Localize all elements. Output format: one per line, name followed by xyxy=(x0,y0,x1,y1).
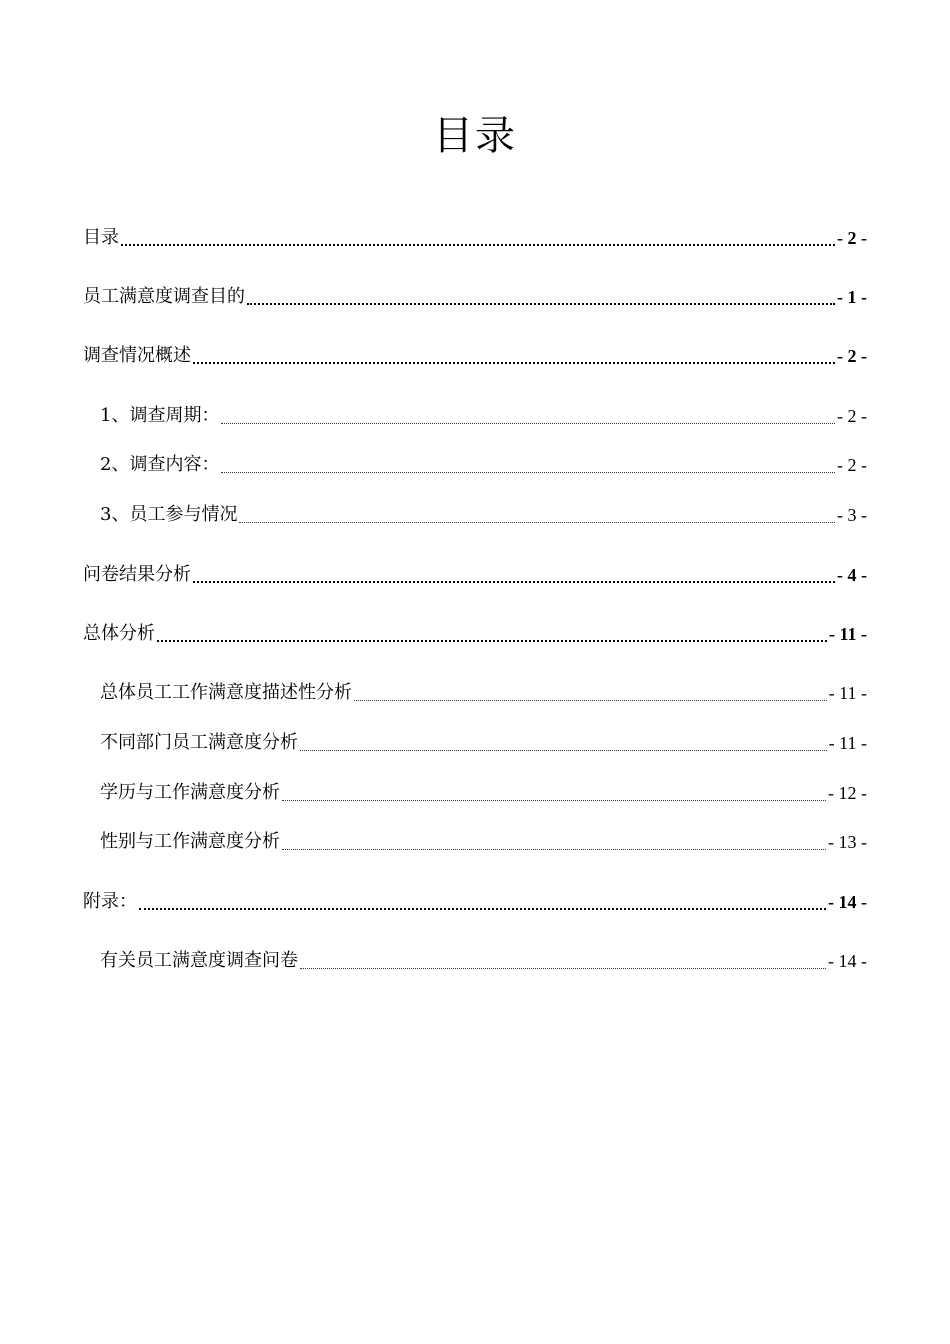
toc-entry-survey-content[interactable] xyxy=(100,449,867,479)
toc-entry-page: - 2 - xyxy=(837,346,867,366)
toc-entry-page: - 3 - xyxy=(837,505,867,525)
toc-entry-page: - 11 - xyxy=(828,683,867,703)
toc-entry-page: - 2 - xyxy=(837,406,867,426)
toc-entry-label: 2、调查内容： xyxy=(100,454,220,475)
dot-leader xyxy=(239,522,835,523)
toc-entry-survey-purpose[interactable] xyxy=(83,281,867,311)
toc-entry-overall-analysis[interactable] xyxy=(83,618,867,648)
toc-entry-page: - 14 - xyxy=(828,892,867,912)
toc-entry-label: 总体员工工作满意度描述性分析 xyxy=(100,682,352,703)
toc-entry-descriptive-analysis[interactable] xyxy=(100,677,867,707)
dot-leader xyxy=(282,800,826,801)
toc-entry-label: 问卷结果分析 xyxy=(83,564,191,585)
dot-leader xyxy=(157,640,827,642)
dot-leader xyxy=(300,750,827,751)
toc-entry-appendix[interactable] xyxy=(83,886,867,916)
toc-entry-label: 有关员工满意度调查问卷 xyxy=(100,950,298,971)
toc-entry-participation[interactable] xyxy=(100,499,867,529)
dot-leader xyxy=(247,303,835,305)
toc-title: 目录 xyxy=(433,113,517,159)
toc-entry-label: 调查情况概述 xyxy=(83,345,191,366)
dot-leader xyxy=(282,849,826,850)
toc-entry-label: 性别与工作满意度分析 xyxy=(100,831,280,852)
toc-entry-label: 附录： xyxy=(83,891,137,912)
toc-entry-page: - 11 - xyxy=(829,624,867,644)
toc-entry-page: - 2 - xyxy=(837,228,867,248)
toc-entry-label: 不同部门员工满意度分析 xyxy=(100,732,298,753)
toc-entry-questionnaire[interactable] xyxy=(100,945,867,975)
dot-leader xyxy=(300,968,826,969)
toc-entry-label: 3、员工参与情况 xyxy=(100,504,238,525)
dot-leader xyxy=(139,908,826,910)
toc-entry-label: 学历与工作满意度分析 xyxy=(100,782,280,803)
toc-entry-page: - 12 - xyxy=(828,783,867,803)
toc-entry-page: - 4 - xyxy=(837,565,867,585)
toc-entry-label: 员工满意度调查目的 xyxy=(83,286,245,307)
toc-entry-toc[interactable] xyxy=(83,222,867,252)
toc-entry-page: - 11 - xyxy=(828,733,867,753)
toc-entry-page: - 1 - xyxy=(837,287,867,307)
toc-entry-education-analysis[interactable] xyxy=(100,777,867,807)
toc-entry-gender-analysis[interactable] xyxy=(100,826,867,856)
toc-entry-label: 1、调查周期： xyxy=(100,405,220,426)
toc-entry-label: 总体分析 xyxy=(83,623,155,644)
toc-entry-department-analysis[interactable] xyxy=(100,727,867,757)
dot-leader xyxy=(221,472,835,473)
dot-leader xyxy=(193,581,835,583)
toc-entry-questionnaire-results[interactable] xyxy=(83,559,867,589)
dot-leader xyxy=(121,244,835,246)
toc-entry-label: 目录 xyxy=(83,227,119,248)
toc-entry-page: - 13 - xyxy=(828,832,867,852)
dot-leader xyxy=(193,362,835,364)
toc-entry-survey-overview[interactable] xyxy=(83,340,867,370)
dot-leader xyxy=(354,700,827,701)
toc-entry-page: - 14 - xyxy=(828,951,867,971)
toc-entry-page: - 2 - xyxy=(837,455,867,475)
dot-leader xyxy=(221,423,835,424)
toc-entry-survey-period[interactable] xyxy=(100,400,867,430)
